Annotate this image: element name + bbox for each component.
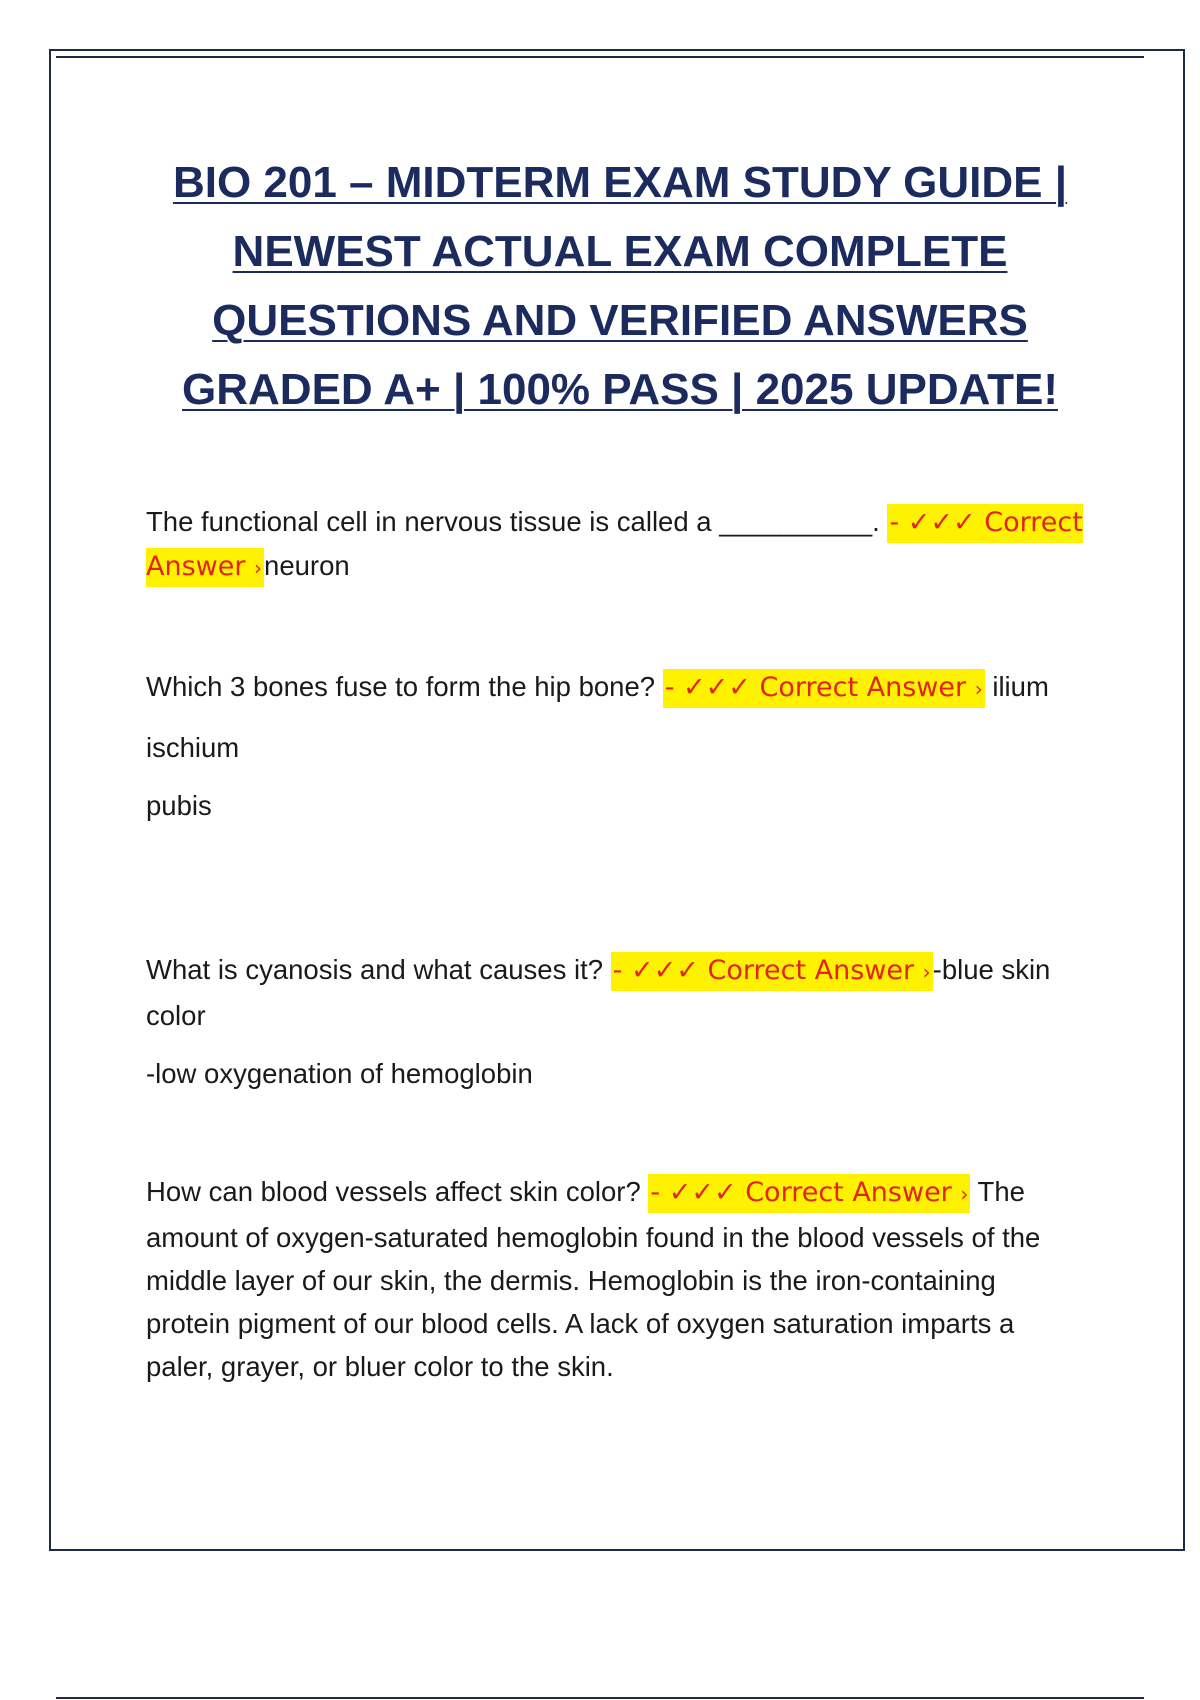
qa-paragraph — [146, 948, 1086, 1037]
title-line-4: GRADED A+ | 100% PASS | 2025 UPDATE! — [182, 365, 1058, 414]
chevron-right-icon: › — [254, 556, 263, 580]
question-text: How can blood vessels affect skin color? — [146, 1176, 641, 1207]
answer-text: ilium — [992, 671, 1049, 702]
qa-block-4 — [146, 1170, 1086, 1388]
correct-answer-label: Correct Answer — [146, 507, 1083, 582]
marker-dash: - — [664, 672, 675, 703]
qa-block-2 — [146, 665, 1086, 827]
answer-line: ischium — [146, 732, 240, 763]
answer-line: -low oxygenation of hemoglobin — [146, 1058, 533, 1089]
qa-paragraph — [146, 1170, 1086, 1388]
marker-dash: - — [889, 507, 900, 538]
marker-dash: - — [612, 955, 623, 986]
marker-dash: - — [650, 1177, 661, 1208]
question-text: Which 3 bones fuse to form the hip bone? — [146, 671, 656, 702]
top-rule — [56, 56, 1144, 58]
chevron-right-icon: › — [922, 960, 931, 984]
chevron-right-icon: › — [974, 677, 983, 701]
qa-block-3 — [146, 948, 1086, 1095]
title-line-3: QUESTIONS AND VERIFIED ANSWERS — [212, 296, 1028, 345]
chevron-right-icon: › — [960, 1182, 969, 1206]
check-icons: ✓✓✓ — [631, 955, 699, 986]
document-title — [110, 148, 1130, 424]
check-icons: ✓✓✓ — [668, 1177, 737, 1208]
question-text: What is cyanosis and what causes it? — [146, 954, 604, 985]
check-icons: ✓✓✓ — [683, 672, 751, 703]
correct-answer-label: Correct Answer — [707, 955, 915, 986]
question-text: The functional cell in nervous tissue is called a __________. — [146, 506, 880, 537]
answer-text: neuron — [264, 550, 350, 581]
qa-block-1 — [146, 500, 1086, 590]
correct-answer-label: Correct Answer — [759, 672, 967, 703]
answer-text: The amount of oxygen-saturated hemoglobin found in the blood vessels of the middle layer of our skin, the dermis. Hemoglobin is the iron-containing protein pigment of our blood cells. A lack of oxygen saturation imparts a paler, grayer, or bluer color to the skin. — [146, 1176, 1041, 1382]
correct-answer-marker — [663, 669, 985, 708]
answer-line: pubis — [146, 790, 212, 821]
correct-answer-marker — [611, 952, 933, 991]
bottom-rule — [56, 1697, 1144, 1699]
qa-paragraph — [146, 500, 1086, 590]
title-line-1: BIO 201 – MIDTERM EXAM STUDY GUIDE | — [172, 158, 1068, 207]
correct-answer-marker — [648, 1174, 970, 1213]
check-icons: ✓✓✓ — [907, 507, 976, 538]
qa-paragraph — [146, 665, 1086, 711]
answer-text: -blue skin color — [146, 954, 1051, 1031]
correct-answer-label: Correct Answer — [745, 1177, 952, 1208]
title-line-2: NEWEST ACTUAL EXAM COMPLETE — [232, 227, 1008, 276]
